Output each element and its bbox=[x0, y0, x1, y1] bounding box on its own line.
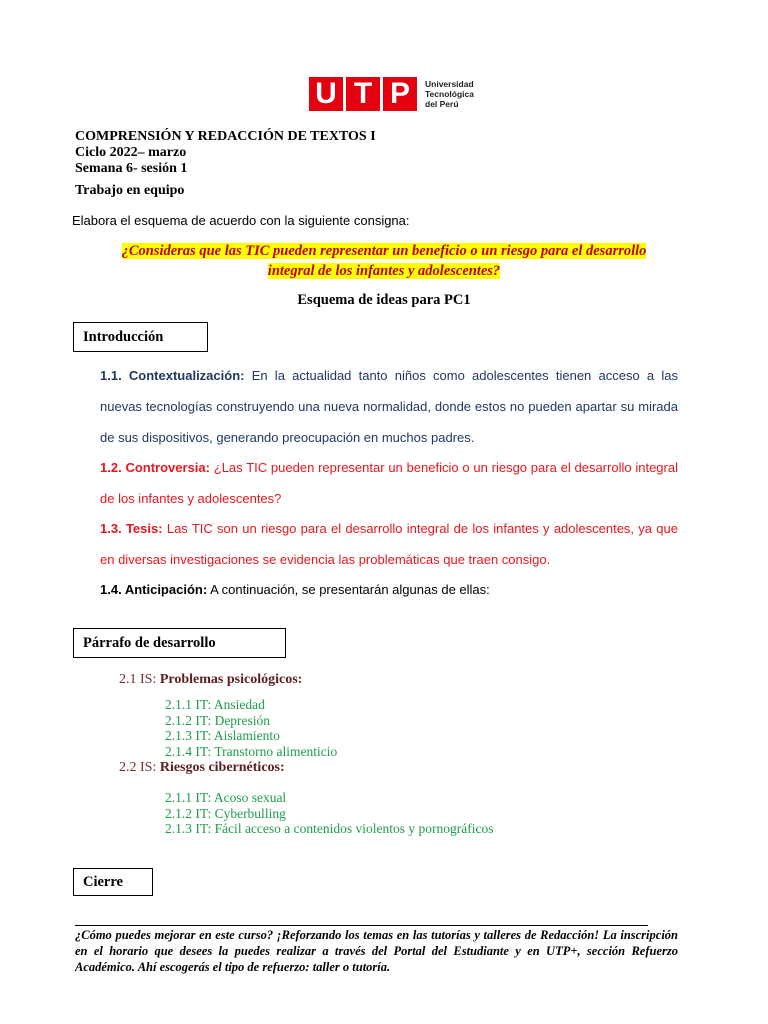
list-item: 2.1.1 IT: Acoso sexual bbox=[165, 790, 287, 805]
utp-logo bbox=[309, 77, 474, 111]
is-1 bbox=[119, 672, 302, 688]
work-line: Trabajo en equipo bbox=[75, 183, 185, 198]
question bbox=[70, 241, 698, 281]
is-2-title: Riesgos cibernéticos: bbox=[159, 760, 285, 775]
instruction: Elabora el esquema de acuerdo con la siguiente consigna: bbox=[72, 213, 410, 228]
list-item: 2.1.2 IT: Depresión bbox=[165, 712, 271, 728]
list-item: 2.1.3 IT: Fácil acceso a contenidos violentos y pornográficos bbox=[165, 821, 494, 836]
logo-text bbox=[425, 79, 474, 109]
footer-divider bbox=[75, 925, 648, 926]
is-1-title: Problemas psicológicos: bbox=[159, 672, 303, 687]
it-list-1 bbox=[165, 697, 337, 759]
is-2-prefix: 2.2 IS: bbox=[119, 760, 157, 775]
list-item: 2.1.3 IT: Aislamiento bbox=[165, 728, 280, 743]
development-section-label: Párrafo de desarrollo bbox=[73, 628, 286, 658]
contextualization-text: En la actualidad tanto niños como adolescentes tienen acceso a las nuevas tecnologías construyendo una nueva normalidad, donde estos no pueden apartar su mirada de sus dispositivos, generando preocupación en muchos padres. bbox=[100, 368, 678, 445]
thesis-paragraph bbox=[100, 513, 678, 575]
thesis-label: 1.3. Tesis: bbox=[100, 521, 163, 536]
logo-letter-p: P bbox=[383, 77, 417, 111]
contextualization-paragraph bbox=[100, 360, 678, 453]
question-line-1: ¿Consideras que las TIC pueden representar un beneficio o un riesgo para el desarrollo bbox=[121, 243, 647, 259]
logo-text-line-1: Universidad bbox=[425, 79, 474, 89]
intro-section-label: Introducción bbox=[73, 322, 208, 352]
anticipation-paragraph bbox=[100, 574, 678, 605]
footer-note: ¿Cómo puedes mejorar en este curso? ¡Reforzando los temas en las tutorías y talleres de Redacción! La inscripción en el horario que desees la puedes realizar a través del Portal del Estudiante y en UTP+, sección Refuerzo Académico. Ahí escogerás el tipo de refuerzo: taller o tutoría. bbox=[75, 928, 678, 974]
list-item: 2.1.1 IT: Ansiedad bbox=[165, 697, 265, 712]
course-title: COMPRENSIÓN Y REDACCIÓN DE TEXTOS I bbox=[75, 129, 376, 144]
cycle-line: Ciclo 2022– marzo bbox=[75, 145, 187, 160]
contextualization-label: 1.1. Contextualización: bbox=[100, 368, 245, 383]
controversy-paragraph bbox=[100, 452, 678, 514]
list-item: 2.1.2 IT: Cyberbulling bbox=[165, 805, 286, 821]
week-line: Semana 6- sesión 1 bbox=[75, 161, 188, 176]
it-list-2 bbox=[165, 790, 494, 837]
logo-letter-u: U bbox=[309, 77, 343, 111]
anticipation-text: A continuación, se presentarán algunas de ellas: bbox=[210, 582, 490, 597]
controversy-text: ¿Las TIC pueden representar un beneficio o un riesgo para el desarrollo integral de los infantes y adolescentes? bbox=[100, 460, 678, 506]
logo-text-line-3: del Perú bbox=[425, 99, 459, 109]
thesis-text: Las TIC son un riesgo para el desarrollo integral de los infantes y adolescentes, ya que en diversas investigaciones se evidencia las problemáticas que traen consigo. bbox=[100, 521, 678, 567]
logo-text-line-2: Tecnológica bbox=[425, 89, 474, 99]
controversy-label: 1.2. Controversia: bbox=[100, 460, 210, 475]
question-line-2: integral de los infantes y adolescentes? bbox=[267, 263, 501, 279]
is-2 bbox=[119, 760, 285, 776]
is-1-prefix: 2.1 IS: bbox=[119, 672, 157, 687]
closing-section-label: Cierre bbox=[73, 868, 153, 896]
schema-title: Esquema de ideas para PC1 bbox=[297, 292, 471, 308]
list-item: 2.1.4 IT: Transtorno alimenticio bbox=[165, 743, 338, 759]
anticipation-label: 1.4. Anticipación: bbox=[100, 582, 208, 597]
logo-letter-t: T bbox=[346, 77, 380, 111]
